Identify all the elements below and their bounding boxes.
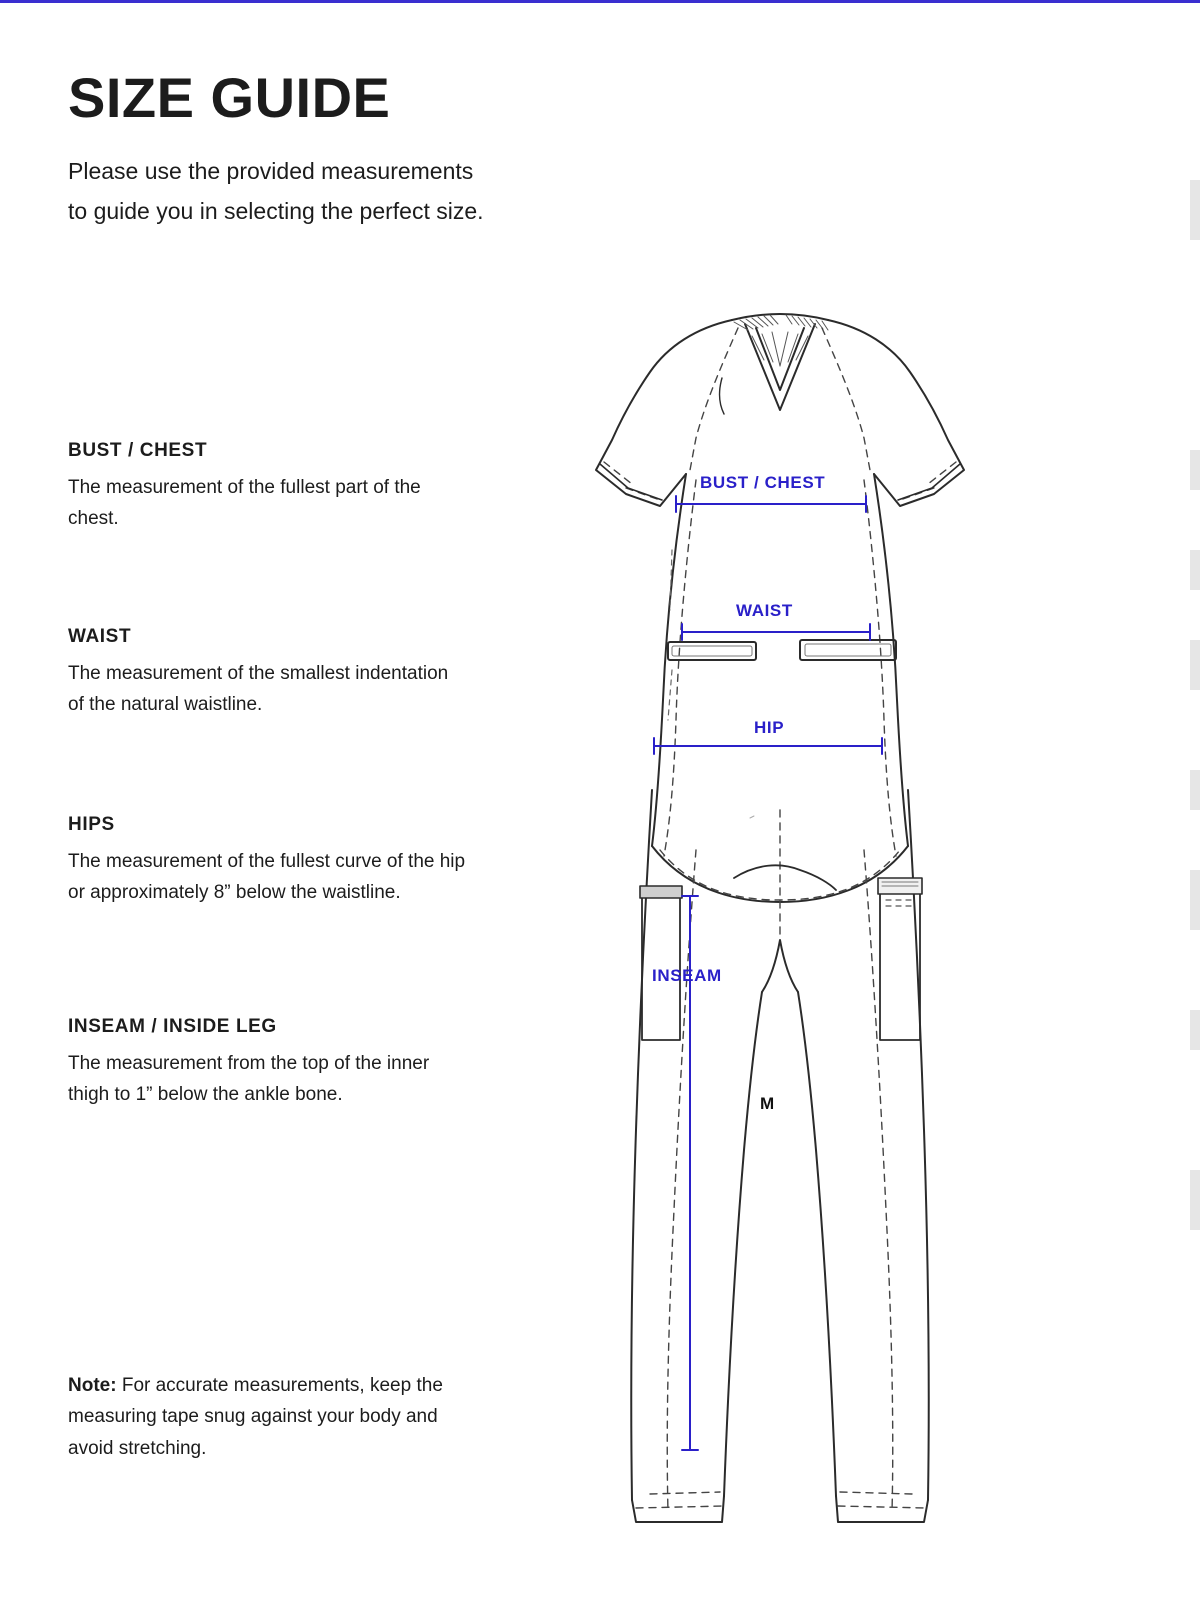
dimension-label-bust: BUST / CHEST [700,473,826,492]
dimension-label-waist: WAIST [736,601,793,620]
note-label: Note: [68,1375,117,1396]
page-title: SIZE GUIDE [68,66,391,129]
section-body-hips: The measurement of the fullest curve of the hip or approximately 8” below the waistline. [68,851,466,904]
section-body-inseam: The measurement from the top of the inner thigh to 1” below the ankle bone. [68,1053,430,1106]
section-waist [68,626,468,721]
section-inseam [68,1016,468,1111]
section-body-waist: The measurement of the smallest indentation of the natural waistline. [68,663,449,716]
note-block [68,1370,448,1464]
intro-paragraph: Please use the provided measurements to guide you in selecting the perfect size. [68,158,484,224]
section-bust-chest [68,440,468,535]
garment-illustration [500,250,1060,1550]
section-body-bust: The measurement of the fullest part of the chest. [68,477,421,530]
section-heading-inseam: INSEAM / INSIDE LEG [68,1016,277,1037]
note-text: For accurate measurements, keep the measuring tape snug against your body and avoid stretching. [68,1375,443,1459]
section-hips [68,814,468,909]
size-marker-label: M [760,1094,775,1113]
top-accent-rule [0,0,1200,3]
section-heading-bust: BUST / CHEST [68,440,208,461]
dimension-label-hip: HIP [754,718,785,737]
section-heading-hips: HIPS [68,814,115,835]
dimension-label-inseam: INSEAM [652,966,722,985]
left-text-column [68,66,508,231]
page-edge-marks [1172,170,1200,1350]
section-heading-waist: WAIST [68,626,132,647]
